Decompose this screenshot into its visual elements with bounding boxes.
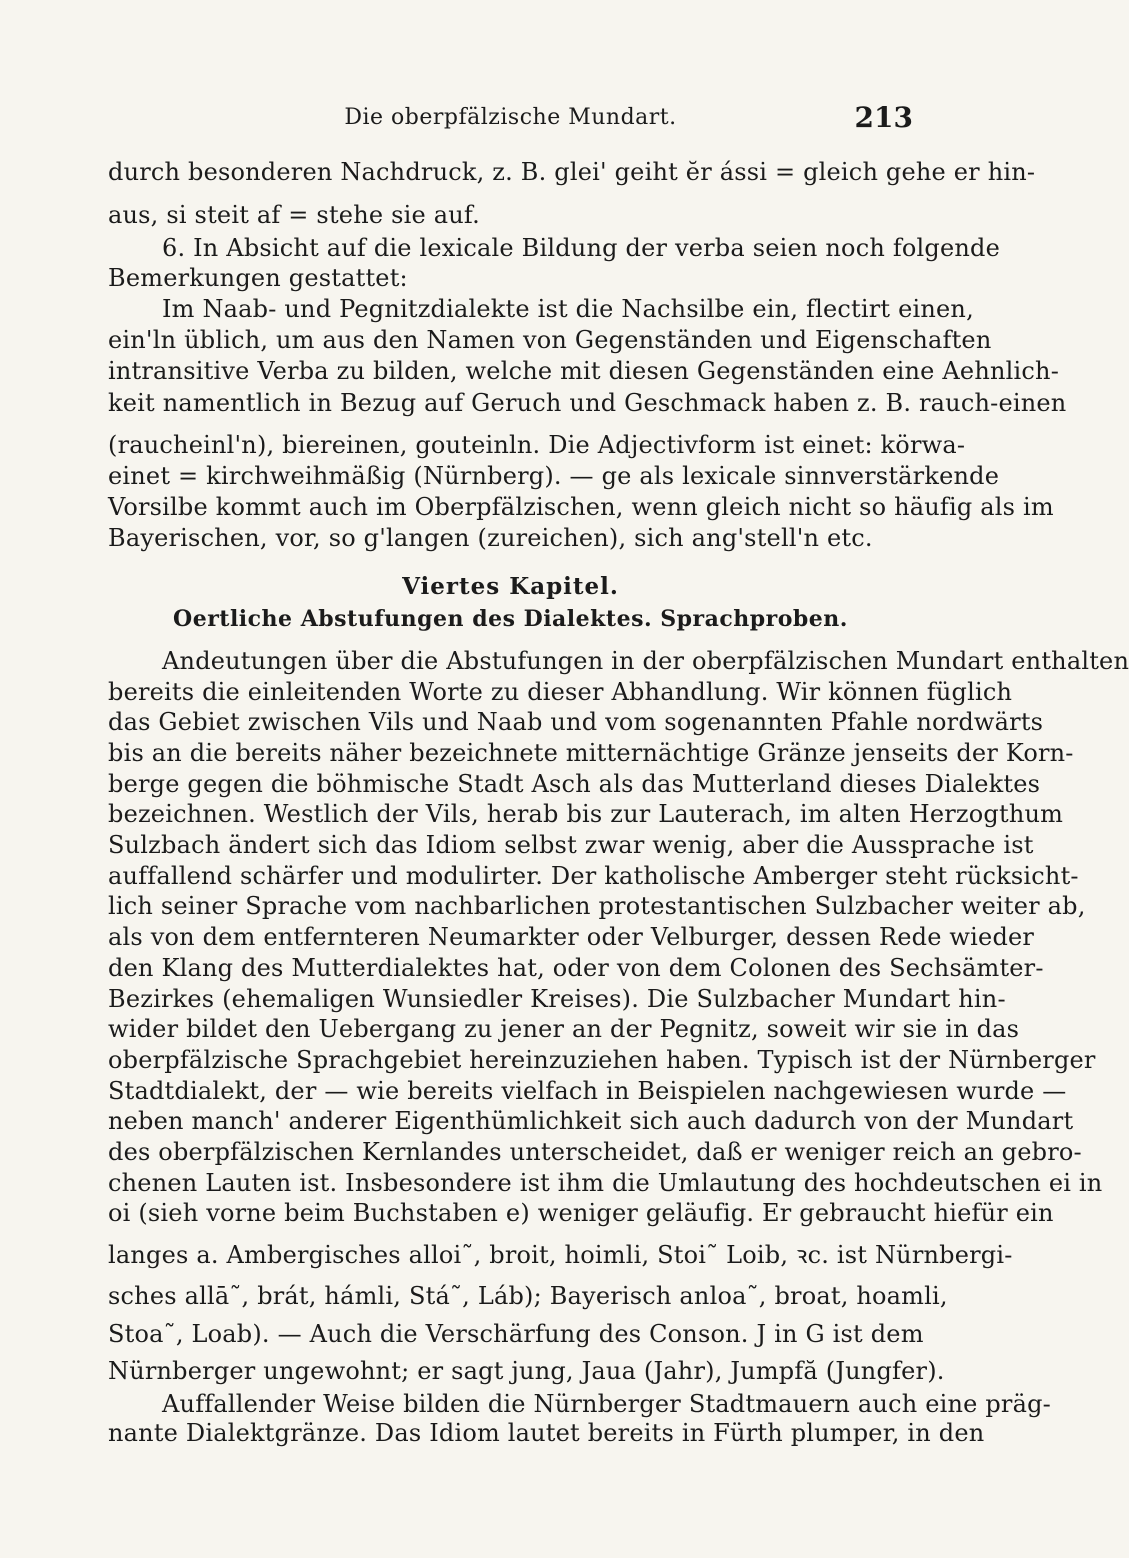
text-line: bereits die einleitenden Worte zu dieser Abhandlung. Wir können füglich (108, 678, 1013, 706)
text-line: intransitive Verba zu bilden, welche mit diesen Gegenständen eine Aehnlich- (108, 357, 1060, 385)
text-line: Stoa˜, Loab). — Auch die Verschärfung des Conson. J in G ist dem (108, 1320, 924, 1348)
text-line: Auffallender Weise bilden die Nürnberger Stadtmauern auch eine präg- (162, 1390, 1051, 1418)
text-line: aus, si steit af = stehe sie auf. (108, 201, 480, 229)
text-line: Im Naab- und Pegnitzdialekte ist die Nachsilbe ein, flectirt einen, (162, 295, 974, 323)
running-title: Die oberpfälzische Mundart. (344, 105, 677, 130)
text-line: oi (sieh vorne beim Buchstaben e) weniger geläufig. Er gebraucht hiefür ein (108, 1199, 1054, 1227)
text-line: das Gebiet zwischen Vils und Naab und vom sogenannten Pfahle nordwärts (108, 708, 1044, 736)
text-line: berge gegen die böhmische Stadt Asch als das Mutterland dieses Dialektes (108, 770, 1041, 798)
text-line: auffallend schärfer und modulirter. Der katholische Amberger steht rücksicht- (108, 862, 1079, 890)
text-line: wider bildet den Uebergang zu jener an der Pegnitz, soweit wir sie in das (108, 1015, 1020, 1043)
text-line: einet = kirchweihmäßig (Nürnberg). — ge als lexicale sinnverstärkende (108, 462, 1000, 490)
text-line: (raucheinl'n), biereinen, gouteinln. Die Adjectivform ist einet: körwa- (108, 431, 966, 459)
section-heading: Oertliche Abstufungen des Dialektes. Sprachproben. (173, 606, 848, 632)
text-line: langes a. Ambergisches alloi˜, broit, hoimli, Stoi˜ Loib, ꝛc. ist Nürnbergi- (108, 1241, 1013, 1269)
text-line: lich seiner Sprache vom nachbarlichen protestantischen Sulzbacher weiter ab, (108, 892, 1086, 920)
text-line: Nürnberger ungewohnt; er sagt jung, Jaua (Jahr), Jumpfă (Jungfer). (108, 1357, 945, 1385)
text-line: 6. In Absicht auf die lexicale Bildung der verba seien noch folgende (162, 234, 1001, 262)
page-number: 213 (854, 101, 913, 134)
chapter-heading: Viertes Kapitel. (402, 573, 619, 600)
text-line: als von dem entfernteren Neumarkter oder Velburger, dessen Rede wieder (108, 923, 1035, 951)
text-line: des oberpfälzischen Kernlandes unterscheidet, daß er weniger reich an gebro- (108, 1138, 1082, 1166)
text-line: nante Dialektgränze. Das Idiom lautet bereits in Fürth plumper, in den (108, 1419, 985, 1447)
text-line: keit namentlich in Bezug auf Geruch und Geschmack haben z. B. rauch-einen (108, 389, 1067, 417)
text-line: Bemerkungen gestattet: (108, 264, 408, 292)
text-line: bis an die bereits näher bezeichnete mitternächtige Gränze jenseits der Korn- (108, 739, 1074, 767)
text-line: den Klang des Mutterdialektes hat, oder von dem Colonen des Sechsämter- (108, 954, 1044, 982)
page-header (108, 101, 913, 141)
text-line: Sulzbach ändert sich das Idiom selbst zwar wenig, aber die Aussprache ist (108, 831, 1034, 859)
text-line: Bayerischen, vor, so g'langen (zureichen), sich ang'stell'n etc. (108, 524, 873, 552)
text-line: ein'ln üblich, um aus den Namen von Gegenständen und Eigenschaften (108, 326, 992, 354)
text-line: Bezirkes (ehemaligen Wunsiedler Kreises). Die Sulzbacher Mundart hin- (108, 985, 1006, 1013)
text-line: Andeutungen über die Abstufungen in der oberpfälzischen Mundart enthalten (162, 647, 1129, 675)
text-line: oberpfälzische Sprachgebiet hereinzuziehen haben. Typisch ist der Nürnberger (108, 1046, 1096, 1074)
text-line: chenen Lauten ist. Insbesondere ist ihm die Umlautung des hochdeutschen ei in (108, 1169, 1103, 1197)
text-line: neben manch' anderer Eigenthümlichkeit sich auch dadurch von der Mundart (108, 1107, 1074, 1135)
text-line: durch besonderen Nachdruck, z. B. glei' geiht ĕr ássi = gleich gehe er hin- (108, 158, 1036, 186)
text-line: bezeichnen. Westlich der Vils, herab bis zur Lauterach, im alten Herzogthum (108, 800, 1064, 828)
text-line: Stadtdialekt, der — wie bereits vielfach in Beispielen nachgewiesen wurde — (108, 1077, 1067, 1105)
text-line: sches allā˜, brát, hámli, Stá˜, Láb); Bayerisch anloa˜, broat, hoamli, (108, 1282, 948, 1310)
text-line: Vorsilbe kommt auch im Oberpfälzischen, wenn gleich nicht so häufig als im (108, 493, 1054, 521)
